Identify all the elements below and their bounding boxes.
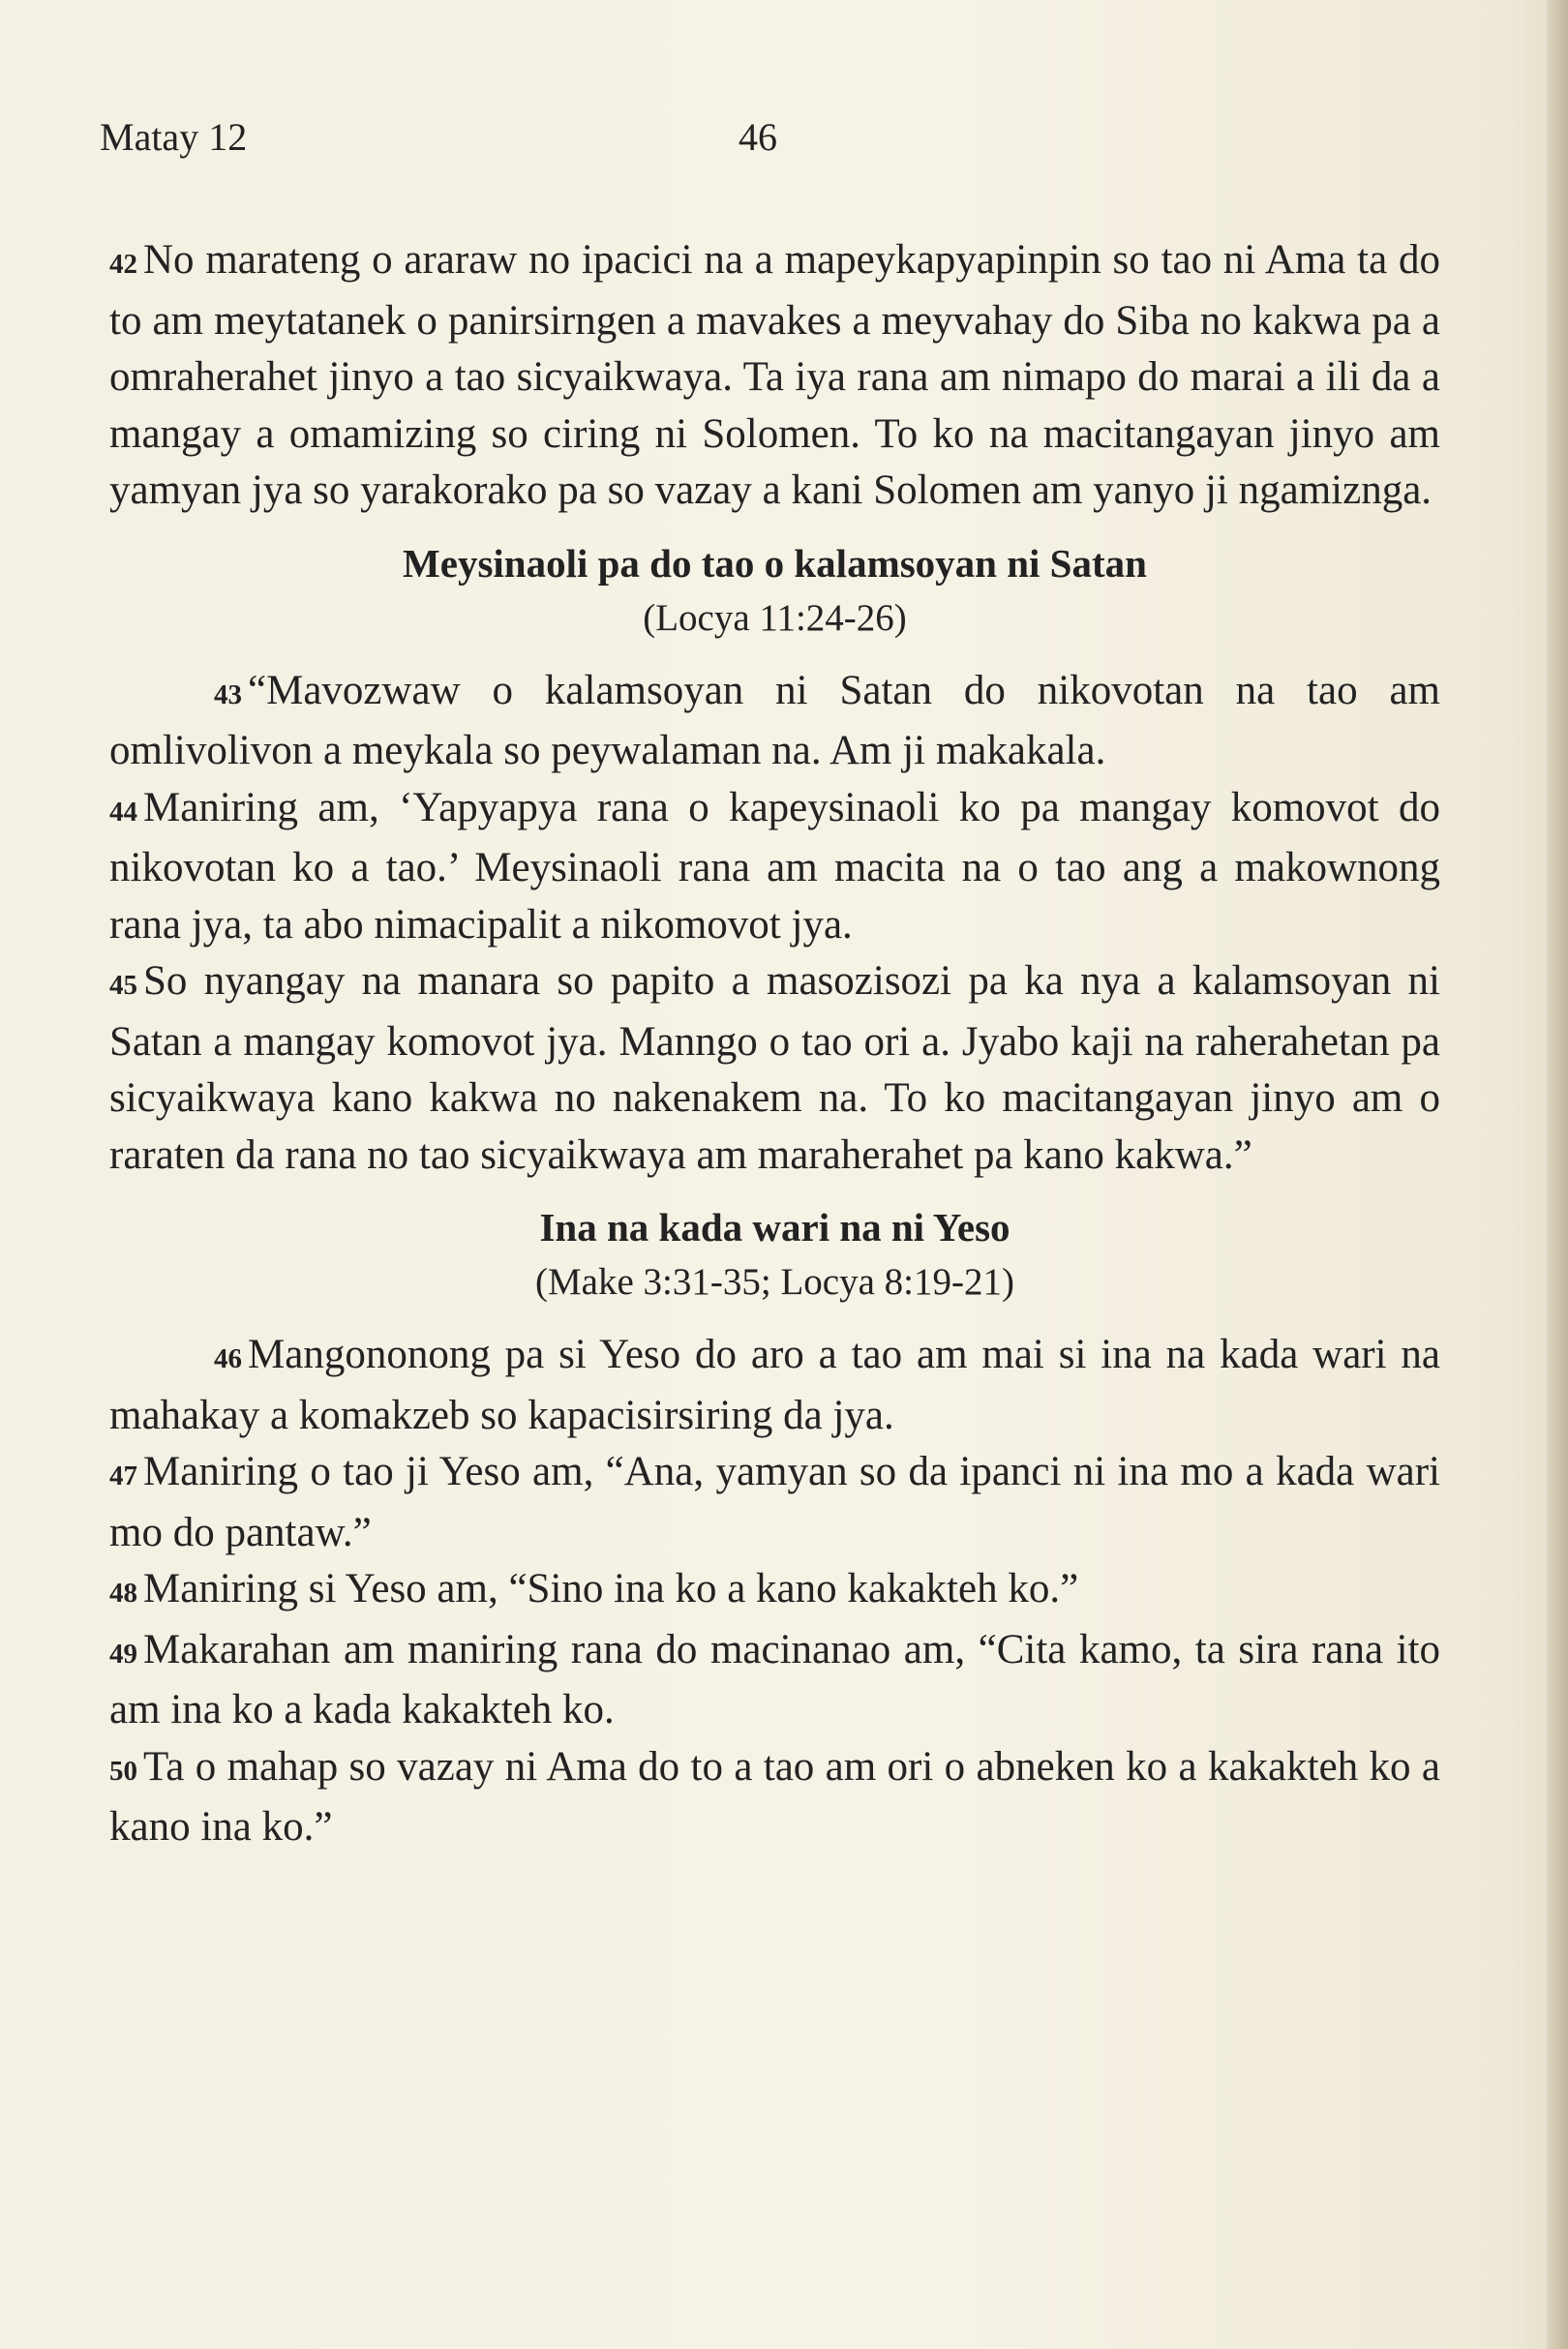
verse-48 bbox=[109, 1561, 1440, 1622]
verse-text: “Mavozwaw o kalamsoyan ni Satan do nikovotan na tao am omlivolivon a meykala so peywalaman na. Am ji makakala. bbox=[109, 667, 1440, 773]
verse-49 bbox=[109, 1622, 1440, 1739]
section-heading: Meysinaoli pa do tao o kalamsoyan ni Satan bbox=[403, 540, 1147, 586]
verse-text: Maniring o tao ji Yeso am, “Ana, yamyan so da ipanci ni ina mo a kada wari mo do pantaw.” bbox=[109, 1449, 1440, 1555]
chapter-reference: Matay 12 bbox=[100, 115, 248, 159]
verse-50 bbox=[109, 1739, 1440, 1856]
verse-text: No marateng o araraw no ipacici na a mapeykapyapinpin so tao ni Ama ta do to am meytatanek o panirsirngen a mavakes a meyvahay do Siba no kakwa pa a omraherahet jinyo a tao sicyaikwaya. Ta iya rana am nimapo do marai a ili da a mangay a omamizing so ciring ni Solomen. To ko na macitangayan jinyo am yamyan jya so yarakorako pa so vazay a kani Solomen am yanyo ji ngamiznga. bbox=[109, 237, 1440, 513]
verse-text: So nyangay na manara so papito a masozisozi pa ka nya a kalamsoyan ni Satan a mangay komovot jya. Manngo o tao ori a. Jyabo kaji na raherahetan pa sicyaikwaya kano kakwa no nakenakem na. To ko macitangayan jinyo am o raraten da rana no tao sicyaikwaya am maraherahet pa kano kakwa.” bbox=[109, 958, 1440, 1178]
verse-45 bbox=[109, 953, 1440, 1184]
verse-number: 50 bbox=[109, 1755, 137, 1787]
verse-44 bbox=[109, 780, 1440, 954]
verse-42 bbox=[109, 232, 1440, 520]
main-text bbox=[109, 232, 1440, 1856]
section-cross-reference: (Locya 11:24-26) bbox=[643, 596, 907, 639]
verse-46 bbox=[109, 1327, 1440, 1444]
verse-43 bbox=[109, 663, 1440, 780]
page-edge bbox=[1547, 0, 1568, 2349]
verse-number: 44 bbox=[109, 796, 137, 828]
verse-text: Ta o mahap so vazay ni Ama do to a tao am ori o abneken ko a kakakteh ko a kano ina ko.” bbox=[109, 1743, 1440, 1850]
verse-number: 48 bbox=[109, 1578, 137, 1609]
verse-number: 42 bbox=[109, 249, 137, 280]
verse-text: Maniring am, ‘Yapyapya rana o kapeysinaoli ko pa mangay komovot do nikovotan ko a tao.’ Meysinaoli rana am macita na o tao ang a makownong rana jya, ta abo nimacipalit a nikomovot jya. bbox=[109, 784, 1440, 948]
verse-number: 45 bbox=[109, 970, 137, 1001]
page-number: 46 bbox=[739, 115, 777, 159]
verse-47 bbox=[109, 1444, 1440, 1561]
section-heading: Ina na kada wari na ni Yeso bbox=[539, 1205, 1010, 1250]
verse-number: 46 bbox=[214, 1343, 242, 1374]
section-cross-reference: (Make 3:31-35; Locya 8:19-21) bbox=[535, 1261, 1014, 1303]
verse-number: 47 bbox=[109, 1461, 137, 1491]
verse-number: 43 bbox=[214, 678, 242, 710]
running-header bbox=[100, 114, 1455, 172]
verse-text: Makarahan am maniring rana do macinanao am, “Cita kamo, ta sira rana ito am ina ko a kada kakakteh ko. bbox=[109, 1626, 1440, 1732]
verse-text: Mangononong pa si Yeso do aro a tao am mai si ina na kada wari na mahakay a komakzeb so kapacisirsiring da jya. bbox=[109, 1332, 1440, 1438]
verse-number: 49 bbox=[109, 1638, 137, 1670]
verse-text: Maniring si Yeso am, “Sino ina ko a kano kakakteh ko.” bbox=[143, 1566, 1079, 1611]
